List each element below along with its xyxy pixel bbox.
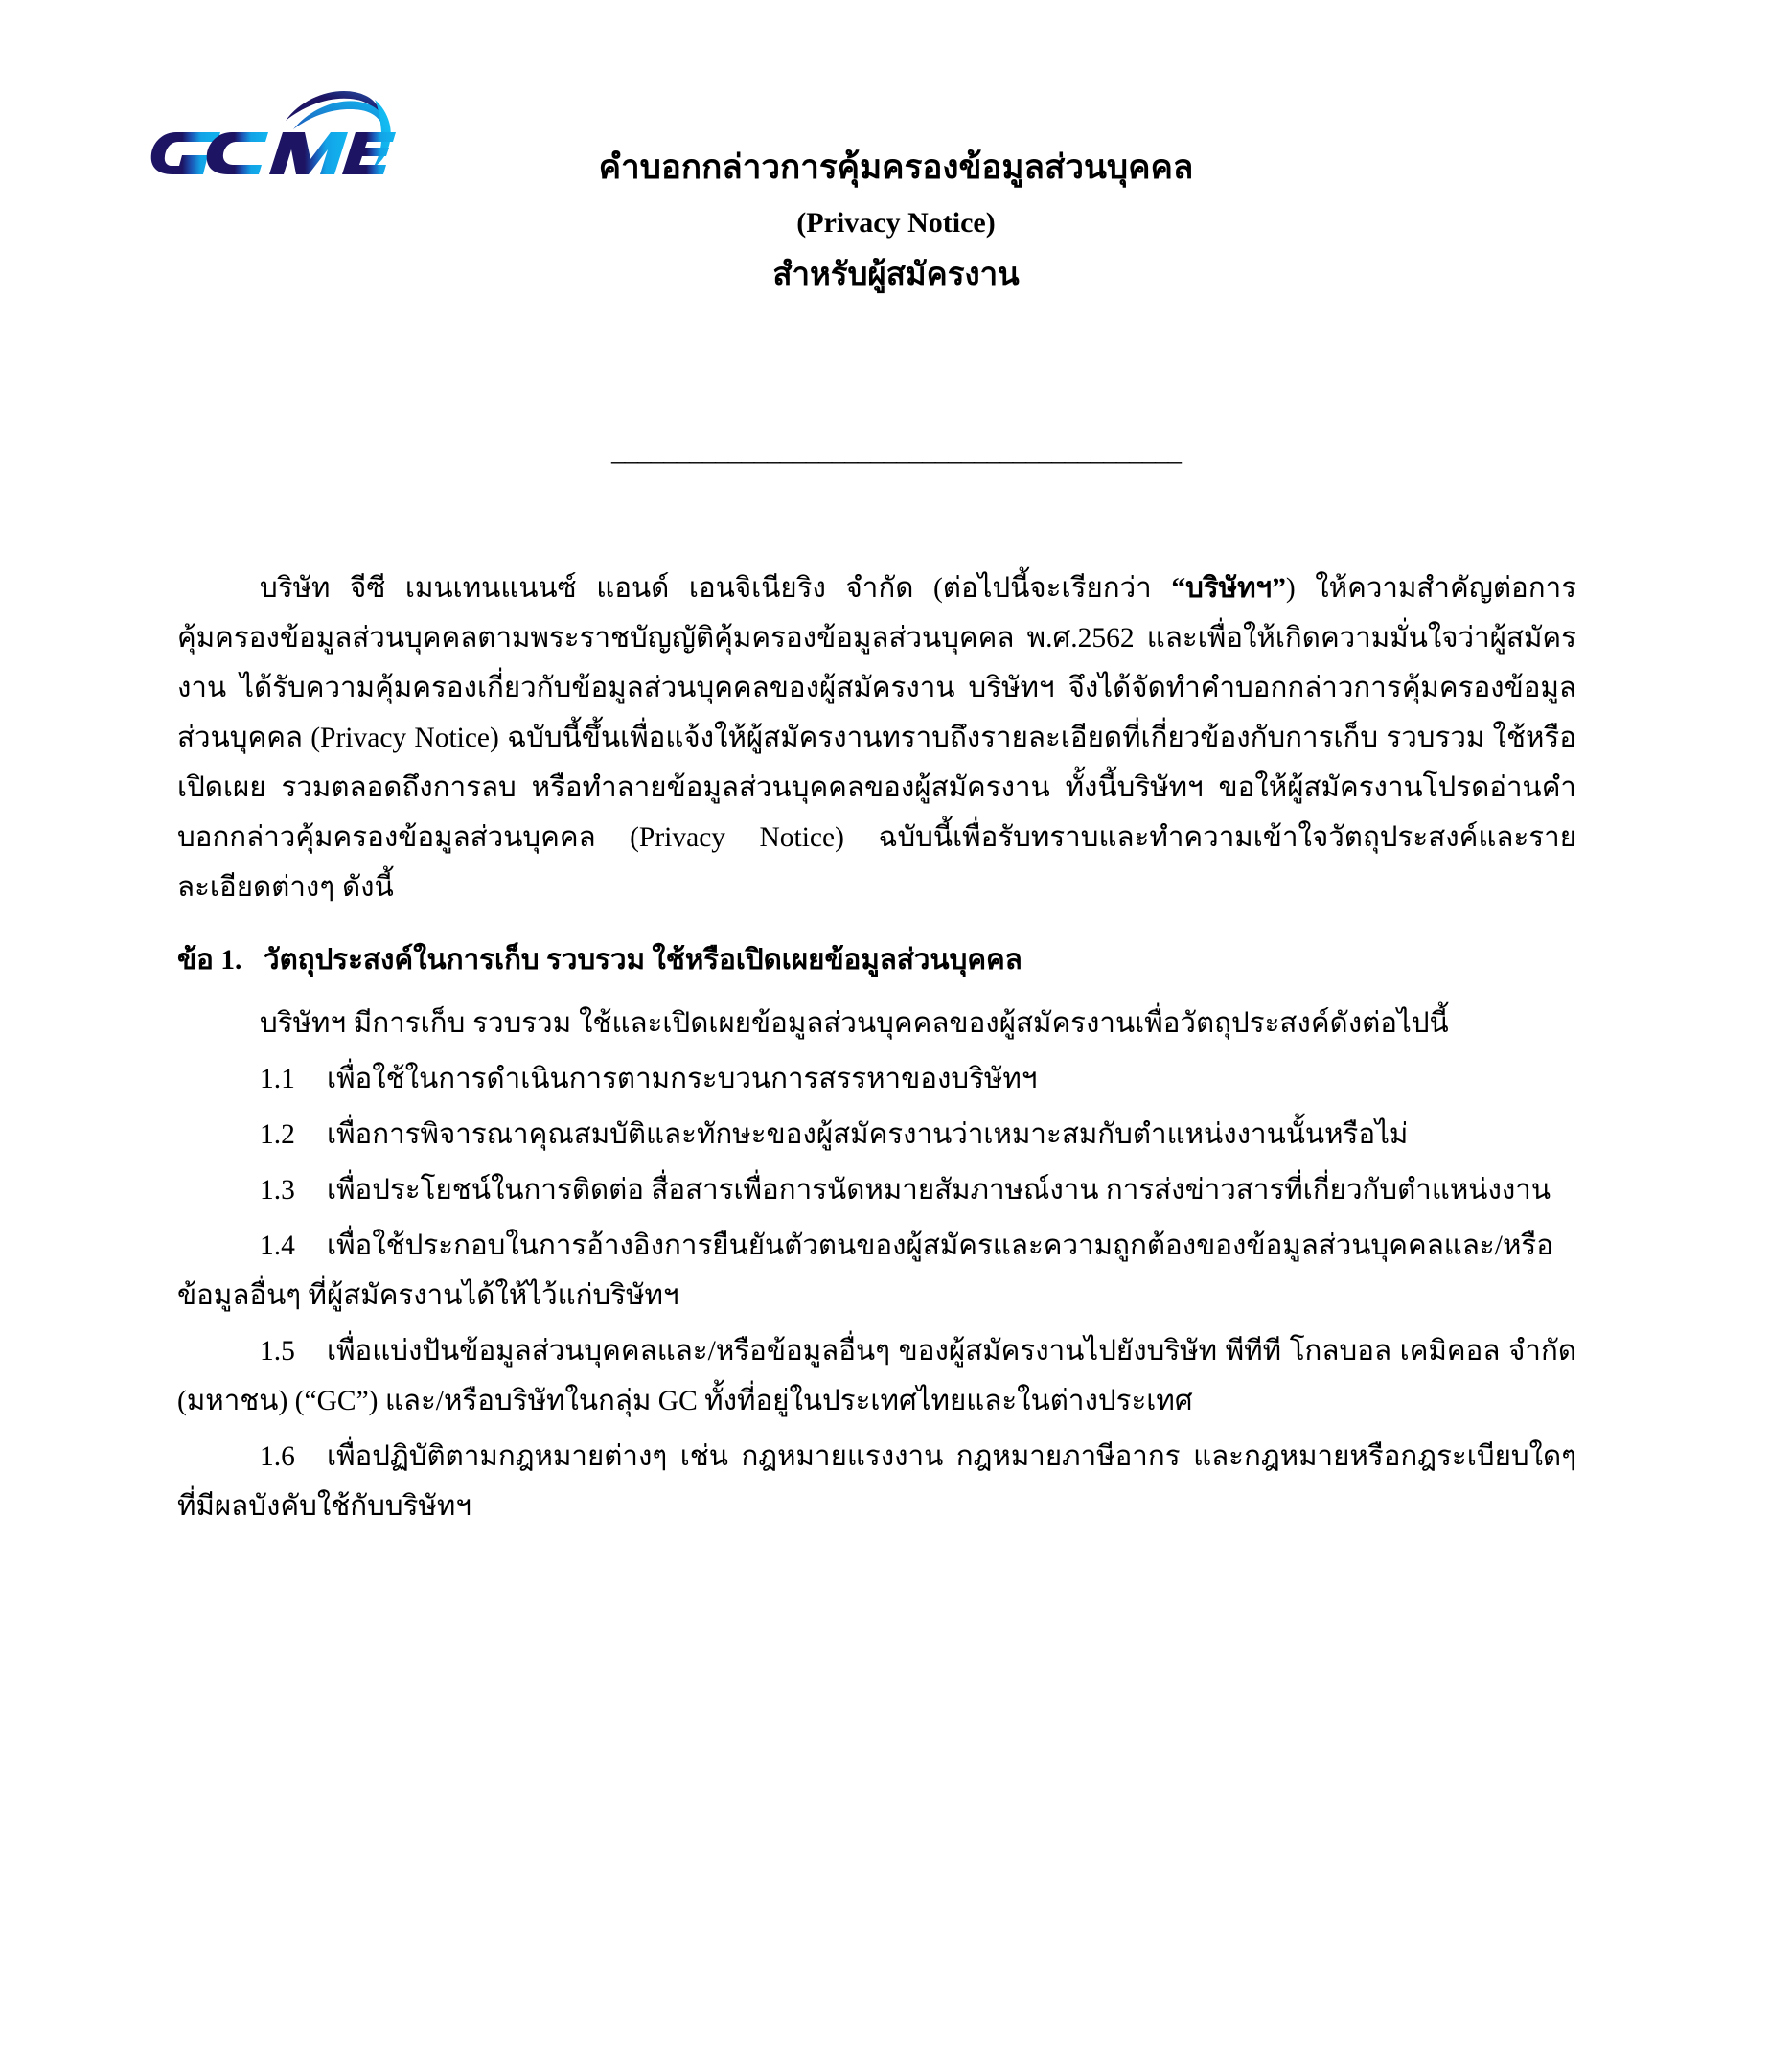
list-item-number: 1.2: [260, 1119, 295, 1150]
list-item: [177, 1165, 1576, 1215]
page-title-thai: คำบอกกล่าวการคุ้มครองข้อมูลส่วนบุคคล: [598, 149, 1194, 186]
intro-paragraph: [177, 563, 1576, 912]
document-title-block: [177, 144, 1615, 299]
document-body: [177, 563, 1576, 1537]
list-item-number: 1.4: [260, 1230, 295, 1261]
list-item: [177, 1432, 1576, 1531]
page-subtitle-thai: สำหรับผู้สมัครงาน: [772, 258, 1020, 293]
page-title-english: (Privacy Notice): [796, 206, 996, 239]
section-1-heading: [177, 935, 1576, 985]
section-1-lead: บริษัทฯ มีการเก็บ รวบรวม ใช้และเปิดเผยข้อมูลส่วนบุคคลของผู้สมัครงานเพื่อวัตถุประสงค์ดังต่อไปนี้: [260, 1008, 1449, 1039]
title-divider: ____________________________________________: [611, 436, 1181, 467]
section-1-title: วัตถุประสงค์ในการเก็บ รวบรวม ใช้หรือเปิดเผยข้อมูลส่วนบุคคล: [264, 945, 1022, 976]
list-item-number: 1.5: [260, 1336, 295, 1367]
section-1-number: ข้อ 1.: [177, 945, 242, 976]
intro-part-2: ) ให้ความสำคัญต่อการคุ้มครองข้อมูลส่วนบุคคลตามพระราชบัญญัติคุ้มครองข้อมูลส่วนบุคคล พ.ศ.2562 และเพื่อให้เกิดความมั่นใจว่าผู้สมัครงาน ได้รับความคุ้มครองเกี่ยวกับข้อมูลส่วนบุคคลของผู้สมัครงาน บริษัทฯ จึงได้จัดทำคำบอกกล่าวการคุ้มครองข้อมูลส่วนบุคคล (Privacy Notice) ฉบับนี้ขึ้นเพื่อแจ้งให้ผู้สมัครงานทราบถึงรายละเอียดที่เกี่ยวข้องกับการเก็บ รวบรวม ใช้หรือเปิดเผย รวมตลอดถึงการลบ หรือทำลายข้อมูลส่วนบุคคลของผู้สมัครงาน ทั้งนี้บริษัทฯ ขอให้ผู้สมัครงานโปรดอ่านคำบอกกล่าวคุ้มครองข้อมูลส่วนบุคคล (Privacy Notice) ฉบับนี้เพื่อรับทราบและทำความเข้าใจวัตถุประสงค์และรายละเอียดต่างๆ ดังนี้: [177, 573, 1576, 903]
list-item-number: 1.6: [260, 1441, 295, 1472]
list-item-number: 1.3: [260, 1175, 295, 1206]
list-item: [177, 1326, 1576, 1426]
list-item-text: เพื่อการพิจารณาคุณสมบัติและทักษะของผู้สมัครงานว่าเหมาะสมกับตำแหน่งงานนั้นหรือไม่: [327, 1119, 1409, 1150]
intro-part-1: บริษัท จีซี เมนเทนแนนซ์ แอนด์ เอนจิเนียริง จำกัด (ต่อไปนี้จะเรียกว่า: [260, 573, 1172, 604]
list-item-text: เพื่อแบ่งปันข้อมูลส่วนบุคคลและ/หรือข้อมูลอื่นๆ ของผู้สมัครงานไปยังบริษัท พีทีที โกลบอล เคมิคอล จำกัด (มหาชน) (“GC”) และ/หรือบริษัทในกลุ่ม GC ทั้งที่อยู่ในประเทศไทยและในต่างประเทศ: [177, 1336, 1576, 1416]
list-item-text: เพื่อปฏิบัติตามกฎหมายต่างๆ เช่น กฎหมายแรงงาน กฎหมายภาษีอากร และกฎหมายหรือกฎระเบียบใดๆ ที่มีผลบังคับใช้กับบริษัทฯ: [177, 1441, 1576, 1522]
list-item: [177, 1221, 1576, 1321]
list-item: [177, 1054, 1576, 1104]
list-item-text: เพื่อใช้ในการดำเนินการตามกระบวนการสรรหาของบริษัทฯ: [327, 1064, 1038, 1094]
company-short-name: “บริษัทฯ”: [1171, 573, 1286, 604]
list-item-number: 1.1: [260, 1064, 295, 1094]
list-item-text: เพื่อใช้ประกอบในการอ้างอิงการยืนยันตัวตนของผู้สมัครและความถูกต้องของข้อมูลส่วนบุคคลและ/หรือข้อมูลอื่นๆ ที่ผู้สมัครงานได้ให้ไว้แก่บริษัทฯ: [177, 1230, 1553, 1311]
list-item-text: เพื่อประโยชน์ในการติดต่อ สื่อสารเพื่อการนัดหมายสัมภาษณ์งาน การส่งข่าวสารที่เกี่ยวกับตำแหน่งงาน: [327, 1175, 1551, 1206]
list-item: [177, 1110, 1576, 1160]
